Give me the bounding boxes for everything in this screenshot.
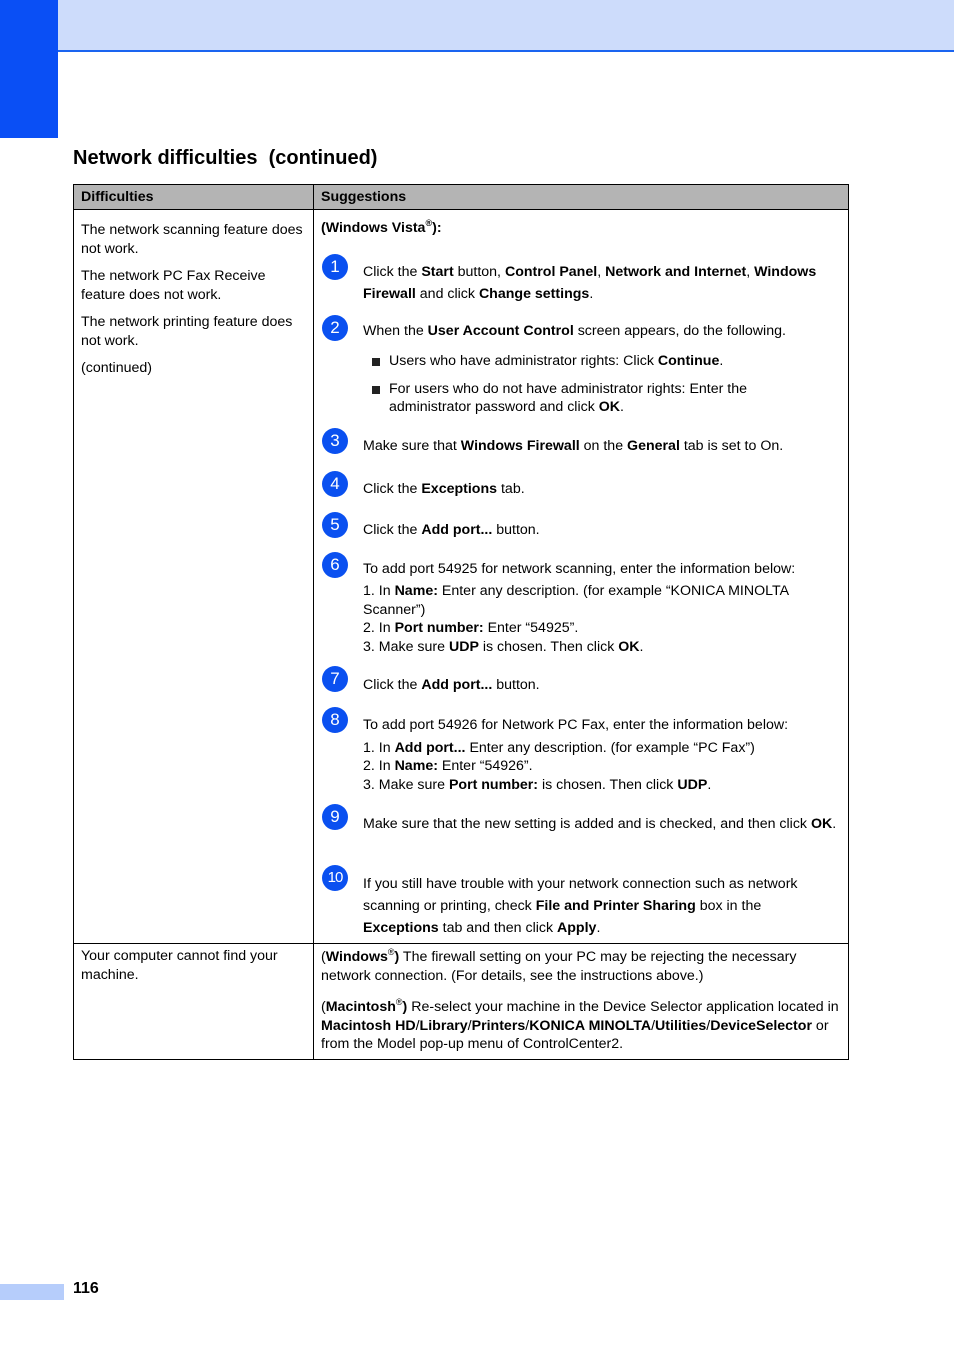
step-substep: 1. In Add port... Enter any description. (for example “PC Fax”)	[363, 739, 755, 756]
bullet-item: For users who do not have administrator rights: Enter the administrator password and click OK.	[363, 380, 841, 417]
step-text: When the User Account Control screen appears, do the following.	[363, 323, 786, 339]
step-5	[321, 512, 841, 552]
step-number-icon: 9	[322, 804, 348, 830]
os-heading: (Windows Vista®):	[321, 218, 442, 236]
page-number: 116	[73, 1280, 99, 1297]
difficulty-text: The network printing feature does not work.	[81, 314, 293, 349]
step-number-icon: 7	[322, 666, 348, 692]
step-number-icon: 1	[322, 254, 348, 280]
step-substep: 3. Make sure Port number: is chosen. Then click UDP.	[363, 776, 712, 793]
step-substep: 2. In Name: Enter “54926”.	[363, 758, 533, 774]
step-10	[321, 865, 841, 939]
step-3	[321, 428, 841, 471]
step-substep: 3. Make sure UDP is chosen. Then click OK.	[363, 638, 644, 655]
bullet-icon	[372, 358, 380, 366]
macintosh-suggestion: (Macintosh®) Re-select your machine in the Device Selector application located in Macintosh HD/Library/Printers/KONICA MINOLTA/Utilities/DeviceSelector or from the Model pop-up menu of ControlCenter2.	[321, 997, 839, 1052]
step-text: Click the Exceptions tab.	[363, 480, 525, 497]
suggestion-cell	[314, 210, 849, 944]
bullet-icon	[372, 386, 380, 394]
step-substep: 2. In Port number: Enter “54925”.	[363, 620, 579, 636]
difficulty-text: The network PC Fax Receive feature does not work.	[81, 268, 266, 303]
step-2	[321, 315, 841, 348]
step-1	[321, 251, 841, 315]
step-6	[321, 552, 841, 657]
step-substep: 1. In Name: Enter any description. (for example “KONICA MINOLTA Scanner”)	[363, 583, 789, 618]
step-number-icon: 5	[322, 512, 348, 538]
section-title: Network difficulties (continued)	[73, 147, 378, 169]
suggestion-cell	[314, 944, 849, 1060]
column-header-difficulties: Difficulties	[74, 185, 314, 210]
step-9	[321, 803, 841, 865]
step-number-icon: 6	[322, 552, 348, 578]
table-row	[74, 944, 849, 1060]
table-row	[74, 210, 849, 944]
windows-suggestion: (Windows®) The firewall setting on your PC may be rejecting the necessary network connection. (For details, see the instructions above.)	[321, 947, 797, 984]
step-7	[321, 667, 841, 707]
bullet-item: Users who have administrator rights: Click Continue.	[363, 352, 841, 371]
step-4	[321, 471, 841, 512]
step-text: Make sure that Windows Firewall on the General tab is set to On.	[363, 437, 784, 454]
step-number-icon: 8	[322, 707, 348, 733]
difficulty-text: Your computer cannot find your machine.	[81, 948, 278, 983]
difficulty-text: The network scanning feature does not work.	[81, 222, 303, 257]
difficulties-table	[73, 184, 849, 1060]
step-intro: To add port 54925 for network scanning, enter the information below:	[363, 560, 796, 577]
column-header-suggestions: Suggestions	[314, 185, 849, 210]
step-intro: To add port 54926 for Network PC Fax, enter the information below:	[363, 717, 789, 733]
step-number-icon: 2	[322, 315, 348, 341]
header-band	[0, 0, 954, 52]
step-text: Click the Add port... button.	[363, 521, 540, 538]
step-text: Click the Add port... button.	[363, 677, 540, 693]
step-text: If you still have trouble with your network connection such as network scanning or printing, check File and Printer Sharing box in the Exceptions tab and then click Apply.	[363, 876, 798, 936]
step-number-icon: 10	[322, 865, 348, 891]
step-number-icon: 4	[322, 471, 348, 497]
table-header-row	[74, 185, 849, 210]
step-text: Make sure that the new setting is added and is checked, and then click OK.	[363, 816, 837, 832]
step-text: Click the Start button, Control Panel, Network and Internet, Windows Firewall and click Change settings.	[363, 264, 817, 302]
difficulty-text: (continued)	[81, 360, 152, 376]
chapter-tab	[0, 0, 58, 138]
step-8	[321, 707, 841, 794]
difficulty-cell	[74, 944, 314, 1060]
difficulty-cell	[74, 210, 314, 944]
footer-bar	[0, 1284, 64, 1300]
step-number-icon: 3	[322, 428, 348, 454]
